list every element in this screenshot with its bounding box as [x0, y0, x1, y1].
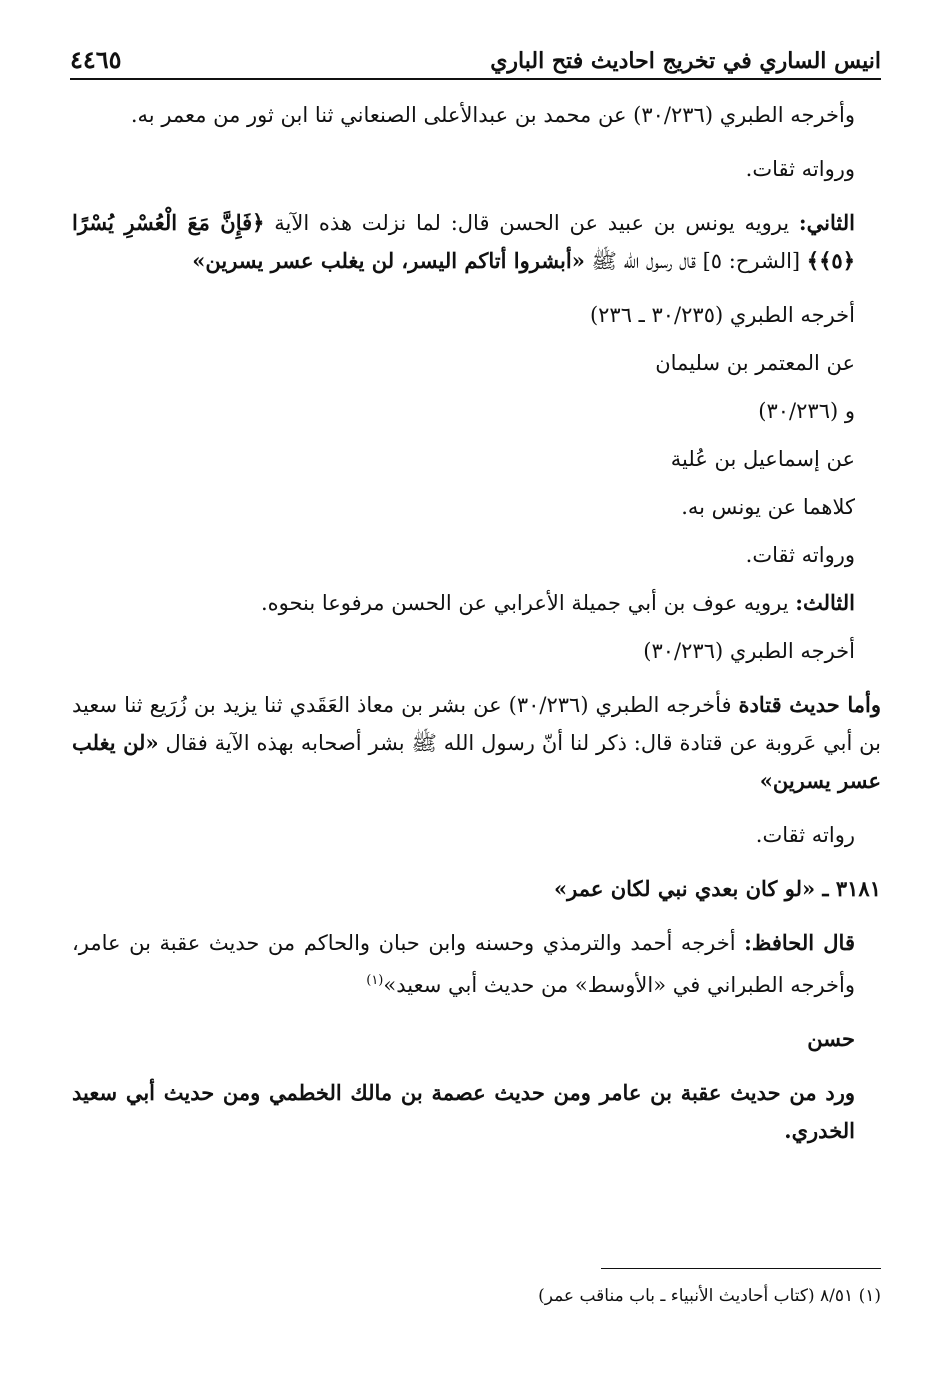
- label-hafiz: قال الحافظ:: [744, 930, 855, 955]
- hadith-heading-3181: ٣١٨١ ـ «لو كان بعدي نبي لكان عمر»: [554, 876, 881, 901]
- label-qatada: وأما حديث قتادة: [738, 692, 882, 717]
- paragraph-narrators-1: ورواته ثقات.: [745, 157, 855, 181]
- page-number: ٤٤٦٥: [70, 45, 122, 74]
- paragraph-conclusion: ورد من حديث عقبة بن عامر ومن حديث عصمة بن مالك الخطمي ومن حديث أبي سعيد الخدري.: [72, 1080, 855, 1143]
- paragraph-qatada: [72, 686, 881, 800]
- paragraph-ismail: عن إسماعيل بن عُلية: [670, 447, 855, 471]
- running-header: [70, 34, 881, 80]
- quran-verse: ﴿فَإِنَّ مَعَ الْعُسْرِ يُسْرًا ﴿٥﴾﴾: [72, 210, 855, 273]
- paragraph-narrators-2: ورواته ثقات.: [745, 543, 855, 567]
- text-qatada: فأخرجه الطبري (٣٠/٢٣٦) عن بشر بن معاذ العَقَدي ثنا يزيد بن زُرَيع ثنا سعيد بن أبي عَروبة عن قتادة قال: ذكر لنا أنّ رسول الله ﷺ بشر أصحابه بهذه الآية فقال: [72, 693, 881, 755]
- paragraph-tabari-1: وأخرجه الطبري (٣٠/٢٣٦) عن محمد بن عبدالأعلى الصنعاني ثنا ابن ثور من معمر به.: [130, 103, 855, 127]
- label-second: الثاني:: [798, 210, 855, 235]
- text-hafiz: أخرجه أحمد والترمذي وحسنه وابن حبان والحاكم من حديث عقبة بن عامر، وأخرجه الطبراني في «الأوسط» من حديث أبي سعيد»: [72, 931, 855, 997]
- text-third: يرويه عوف بن أبي جميلة الأعرابي عن الحسن مرفوعا بنحوه.: [260, 591, 796, 615]
- footnote: (١) ٨/٥١ (كتاب أحاديث الأنبياء ـ باب مناقب عمر): [538, 1286, 881, 1306]
- paragraph-tabari-3: أخرجه الطبري (٣٠/٢٣٦): [643, 639, 855, 663]
- paragraph-ref: و (٣٠/٢٣٦): [758, 399, 855, 423]
- hadith-quote-1: «أبشروا أتاكم اليسر، لن يغلب عسر يسرين»: [192, 248, 585, 273]
- paragraph-third-narration: [72, 584, 881, 622]
- book-title: انيس الساري في تخريج احاديث فتح الباري: [490, 48, 881, 74]
- paragraph-second-narration: [72, 204, 881, 280]
- hadith-quote-2: «لن يغلب عسر يسرين»: [72, 730, 881, 793]
- paragraph-narrators-3: رواته ثقات.: [755, 823, 855, 847]
- text-second-2: [الشرح: ٥] قال رسول الله ﷺ: [584, 249, 807, 273]
- paragraph-both: كلاهما عن يونس به.: [681, 495, 855, 519]
- paragraph-hafiz: [72, 924, 881, 1004]
- grading: حسن: [807, 1026, 855, 1051]
- paragraph-mutamir: عن المعتمر بن سليمان: [655, 351, 855, 375]
- footnote-divider: [601, 1268, 881, 1269]
- label-third: الثالث:: [795, 590, 855, 615]
- footnote-marker: (١): [366, 973, 384, 988]
- paragraph-tabari-2: أخرجه الطبري (٣٠/٢٣٥ ـ ٢٣٦): [589, 303, 855, 327]
- text-second: يرويه يونس بن عبيد عن الحسن قال: لما نزلت هذه الآية: [264, 211, 799, 235]
- page-body: [72, 96, 881, 1166]
